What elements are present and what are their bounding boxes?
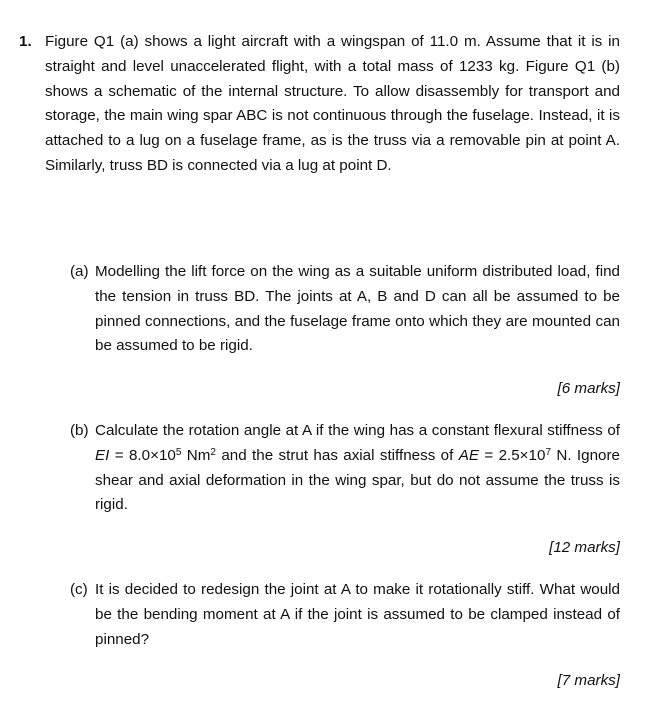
ei-symbol: EI (95, 446, 110, 464)
ae-exponent: 7 (545, 446, 552, 458)
part-a-text: Modelling the lift force on the wing as a suitable uniform distributed load, find the tension in truss BD. The joints at A, B and D can all be assumed to be pinned connections, and the fuselage frame onto which they are mounted can be assumed to be rigid. (95, 263, 620, 355)
part-b-label: (b) (70, 422, 89, 439)
part-b-text-1: Calculate the rotation angle at A if the wing has a constant flexural stiffness of (95, 422, 620, 439)
part-b-marks: [12 marks] (549, 539, 620, 556)
part-b-text-3: Nm (181, 446, 211, 464)
part-b-text-6: N. Ignore shear and axial deformation in the wing spar, but do not assume the truss is rigid. (95, 446, 620, 514)
nm-exponent: 2 (210, 446, 216, 458)
question-number: 1. (19, 33, 32, 50)
part-c-marks: [7 marks] (557, 672, 620, 689)
part-b-text (95, 419, 620, 518)
part-a-marks: [6 marks] (557, 380, 620, 397)
part-b-text-5: = 2.5×10 (478, 446, 546, 464)
ei-exponent: 5 (175, 446, 182, 458)
question-intro: Figure Q1 (a) shows a light aircraft with a wingspan of 11.0 m. Assume that it is in straight and level unaccelerated flight, with a total mass of 1233 kg. Figure Q1 (b) shows a schematic of the internal structure. To allow disassembly for transport and storage, the main wing spar ABC is not continuous through the fuselage. Instead, it is attached to a lug on a fuselage frame, as is the truss via a removable pin at point A. Similarly, truss BD is connected via a lug at point D. (45, 33, 620, 174)
part-c (70, 578, 620, 652)
part-c-label: (c) (70, 581, 88, 598)
part-c-text: It is decided to redesign the joint at A to make it rotationally stiff. What would be the bending moment at A if the joint is assumed to be clamped instead of pinned? (95, 581, 620, 648)
part-a-label: (a) (70, 263, 89, 280)
ae-symbol: AE (458, 446, 479, 464)
part-b-text-4: and the strut has axial stiffness of (215, 446, 459, 464)
part-a (70, 260, 620, 359)
part-b-text-2: = 8.0×10 (109, 446, 176, 464)
part-b (70, 419, 620, 518)
